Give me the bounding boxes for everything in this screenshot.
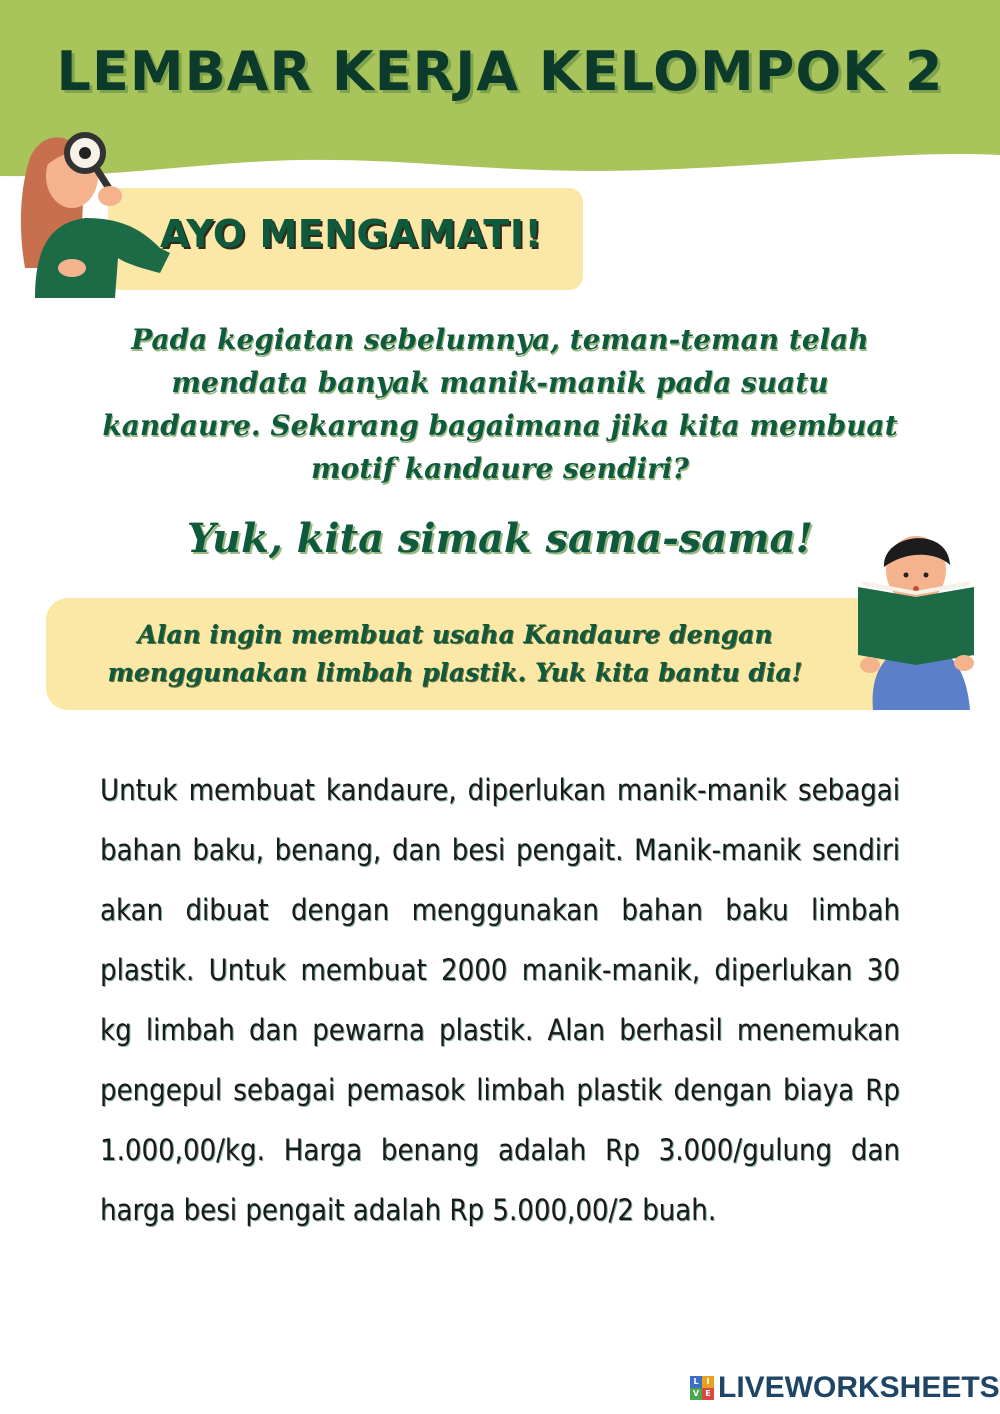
problem-paragraph: Untuk membuat kandaure, diperlukan manik-manik sebagai bahan baku, benang, dan besi pengait. Manik-manik sendiri akan dibuat dengan menggunakan bahan baku limbah plastik. Untuk membuat 2000 manik-manik, diperlukan 30 kg limbah dan pewarna plastik. Alan berhasil menemukan pengepul sebagai pemasok limbah plastik dengan biaya Rp 1.000,00/kg. Harga benang adalah Rp 3.000/gulung dan harga besi pengait adalah Rp 5.000,00/2 buah. [100, 773, 900, 1227]
liveworksheets-wordmark: LIVEWORKSHEETS [718, 1371, 1000, 1404]
observe-heading: AYO MENGAMATI! [160, 212, 543, 256]
worksheet-title: LEMBAR KERJA KELOMPOK 2 [56, 40, 944, 103]
logo-letter-v: V [690, 1388, 702, 1400]
girl-with-magnifier-icon [10, 118, 180, 298]
logo-letter-e: E [702, 1388, 714, 1400]
scenario-text: Alan ingin membuat usaha Kandaure dengan menggunakan limbah plastik. Yuk kita bantu dia! [107, 620, 803, 687]
prompt-heading: Yuk, kita simak sama-sama! [186, 515, 814, 562]
intro-paragraph: Pada kegiatan sebelumnya, teman-teman telah mendata banyak manik-manik pada suatu kandaure. Sekarang bagaimana jika kita membuat motif kandaure sendiri? [102, 323, 898, 485]
boy-reading-book-icon [848, 525, 983, 710]
liveworksheets-logo [690, 1370, 1000, 1406]
logo-letter-i: I [702, 1376, 714, 1388]
logo-letter-l: L [690, 1376, 702, 1388]
liveworksheets-logo-icon [690, 1376, 714, 1400]
